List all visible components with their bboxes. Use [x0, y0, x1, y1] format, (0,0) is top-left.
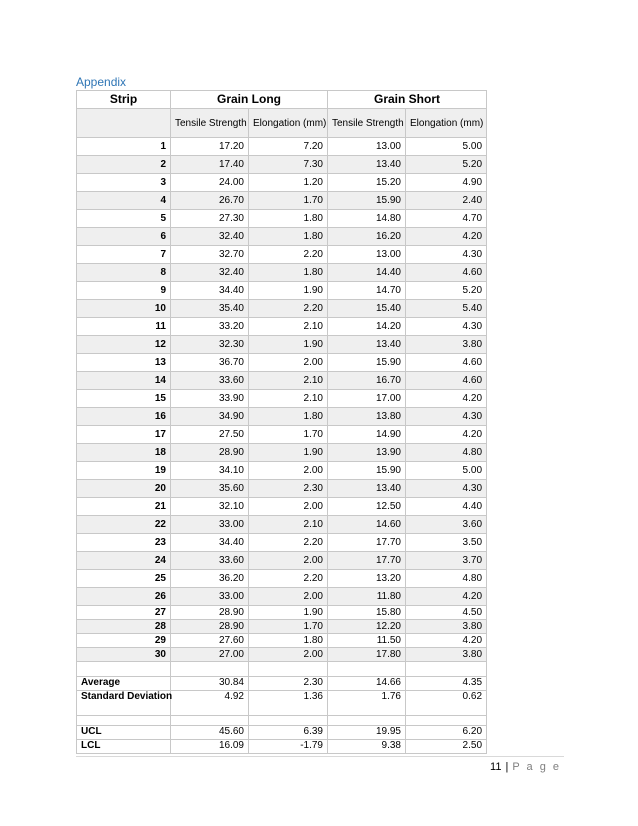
footer-separator: |: [505, 761, 509, 773]
value-cell: 13.40: [328, 336, 406, 354]
value-cell: 1.80: [249, 634, 328, 648]
spacer-row: [77, 662, 487, 677]
value-cell: 17.70: [328, 552, 406, 570]
value-cell: 13.40: [328, 480, 406, 498]
value-cell: 32.10: [171, 498, 249, 516]
value-cell: 3.80: [406, 336, 487, 354]
value-cell: 15.90: [328, 354, 406, 372]
stat-row: [77, 691, 487, 716]
value-cell: 26.70: [171, 192, 249, 210]
stat-value-cell: -1.79: [249, 740, 328, 754]
strip-number-cell: 26: [77, 588, 171, 606]
value-cell: 14.90: [328, 426, 406, 444]
value-cell: 1.80: [249, 228, 328, 246]
strip-number-cell: 4: [77, 192, 171, 210]
table-row: [77, 282, 487, 300]
value-cell: 24.00: [171, 174, 249, 192]
table-row: [77, 444, 487, 462]
strip-header: Strip: [77, 91, 171, 109]
value-cell: 5.40: [406, 300, 487, 318]
strip-subheader-empty: [77, 109, 171, 138]
value-cell: 4.70: [406, 210, 487, 228]
stat-row: [77, 726, 487, 740]
strip-number-cell: 2: [77, 156, 171, 174]
short-elongation-header: Elongation (mm): [406, 109, 487, 138]
value-cell: 2.00: [249, 648, 328, 662]
value-cell: 4.20: [406, 588, 487, 606]
empty-cell: [406, 662, 487, 677]
empty-cell: [77, 662, 171, 677]
stat-value-cell: 45.60: [171, 726, 249, 740]
value-cell: 2.20: [249, 570, 328, 588]
strip-number-cell: 27: [77, 606, 171, 620]
empty-cell: [249, 716, 328, 726]
table-row: [77, 606, 487, 620]
stat-value-cell: 4.92: [171, 691, 249, 716]
strip-number-cell: 6: [77, 228, 171, 246]
value-cell: 1.90: [249, 282, 328, 300]
stat-label: UCL: [77, 726, 171, 740]
value-cell: 1.90: [249, 606, 328, 620]
value-cell: 4.20: [406, 390, 487, 408]
strip-number-cell: 30: [77, 648, 171, 662]
table-subheader-row: [77, 109, 487, 138]
value-cell: 33.90: [171, 390, 249, 408]
table-row: [77, 228, 487, 246]
value-cell: 34.90: [171, 408, 249, 426]
stat-value-cell: 30.84: [171, 677, 249, 691]
grain-long-header: Grain Long: [171, 91, 328, 109]
value-cell: 17.40: [171, 156, 249, 174]
value-cell: 12.20: [328, 620, 406, 634]
value-cell: 1.80: [249, 210, 328, 228]
strip-number-cell: 8: [77, 264, 171, 282]
footer-divider: [76, 756, 564, 757]
value-cell: 17.00: [328, 390, 406, 408]
value-cell: 32.40: [171, 228, 249, 246]
value-cell: 34.40: [171, 534, 249, 552]
strip-number-cell: 11: [77, 318, 171, 336]
value-cell: 13.00: [328, 246, 406, 264]
value-cell: 35.40: [171, 300, 249, 318]
value-cell: 2.00: [249, 462, 328, 480]
table-row: [77, 498, 487, 516]
table-row: [77, 138, 487, 156]
short-tensile-header: Tensile Strength: [328, 109, 406, 138]
strip-number-cell: 15: [77, 390, 171, 408]
stat-row: [77, 740, 487, 754]
strip-number-cell: 10: [77, 300, 171, 318]
value-cell: 2.00: [249, 498, 328, 516]
strip-number-cell: 7: [77, 246, 171, 264]
strip-number-cell: 16: [77, 408, 171, 426]
table-row: [77, 300, 487, 318]
strip-number-cell: 3: [77, 174, 171, 192]
empty-cell: [328, 716, 406, 726]
stat-value-cell: 9.38: [328, 740, 406, 754]
stat-value-cell: 6.20: [406, 726, 487, 740]
table-row: [77, 390, 487, 408]
value-cell: 3.80: [406, 620, 487, 634]
strip-number-cell: 13: [77, 354, 171, 372]
stat-value-cell: 4.35: [406, 677, 487, 691]
strip-number-cell: 19: [77, 462, 171, 480]
table-header-row: [77, 91, 487, 109]
section-title: Appendix: [76, 75, 127, 89]
value-cell: 27.50: [171, 426, 249, 444]
value-cell: 14.60: [328, 516, 406, 534]
value-cell: 1.70: [249, 426, 328, 444]
stat-value-cell: 2.30: [249, 677, 328, 691]
stat-value-cell: 1.36: [249, 691, 328, 716]
stat-value-cell: 0.62: [406, 691, 487, 716]
value-cell: 5.00: [406, 462, 487, 480]
value-cell: 34.40: [171, 282, 249, 300]
spacer-row: [77, 716, 487, 726]
value-cell: 4.60: [406, 354, 487, 372]
value-cell: 13.40: [328, 156, 406, 174]
value-cell: 36.20: [171, 570, 249, 588]
value-cell: 2.40: [406, 192, 487, 210]
value-cell: 2.10: [249, 516, 328, 534]
table-row: [77, 192, 487, 210]
value-cell: 4.40: [406, 498, 487, 516]
value-cell: 15.90: [328, 192, 406, 210]
empty-cell: [171, 662, 249, 677]
value-cell: 4.60: [406, 372, 487, 390]
strip-number-cell: 21: [77, 498, 171, 516]
value-cell: 4.30: [406, 246, 487, 264]
value-cell: 16.20: [328, 228, 406, 246]
strip-number-cell: 9: [77, 282, 171, 300]
page-number: 11: [490, 761, 502, 773]
value-cell: 14.80: [328, 210, 406, 228]
value-cell: 3.80: [406, 648, 487, 662]
value-cell: 2.10: [249, 372, 328, 390]
strip-number-cell: 17: [77, 426, 171, 444]
table-row: [77, 570, 487, 588]
value-cell: 27.60: [171, 634, 249, 648]
value-cell: 36.70: [171, 354, 249, 372]
table-row: [77, 588, 487, 606]
value-cell: 17.70: [328, 534, 406, 552]
stat-label: LCL: [77, 740, 171, 754]
stat-value-cell: 19.95: [328, 726, 406, 740]
empty-cell: [171, 716, 249, 726]
table-row: [77, 516, 487, 534]
stat-label: Standard Deviation: [77, 691, 171, 716]
strip-number-cell: 24: [77, 552, 171, 570]
table-row: [77, 354, 487, 372]
value-cell: 1.20: [249, 174, 328, 192]
stat-label: Average: [77, 677, 171, 691]
value-cell: 4.30: [406, 480, 487, 498]
tensile-data-table: [76, 90, 487, 754]
table-row: [77, 534, 487, 552]
value-cell: 4.50: [406, 606, 487, 620]
value-cell: 3.60: [406, 516, 487, 534]
table-row: [77, 426, 487, 444]
strip-number-cell: 5: [77, 210, 171, 228]
value-cell: 2.10: [249, 318, 328, 336]
value-cell: 13.90: [328, 444, 406, 462]
value-cell: 1.70: [249, 620, 328, 634]
value-cell: 7.30: [249, 156, 328, 174]
table-row: [77, 552, 487, 570]
value-cell: 5.00: [406, 138, 487, 156]
value-cell: 4.90: [406, 174, 487, 192]
value-cell: 14.40: [328, 264, 406, 282]
value-cell: 4.30: [406, 318, 487, 336]
value-cell: 33.00: [171, 516, 249, 534]
value-cell: 13.20: [328, 570, 406, 588]
table-row: [77, 318, 487, 336]
strip-number-cell: 25: [77, 570, 171, 588]
strip-number-cell: 23: [77, 534, 171, 552]
value-cell: 32.70: [171, 246, 249, 264]
value-cell: 32.30: [171, 336, 249, 354]
value-cell: 2.20: [249, 300, 328, 318]
value-cell: 4.20: [406, 634, 487, 648]
stat-value-cell: 2.50: [406, 740, 487, 754]
stat-value-cell: 6.39: [249, 726, 328, 740]
table-row: [77, 336, 487, 354]
value-cell: 28.90: [171, 606, 249, 620]
table-row: [77, 174, 487, 192]
value-cell: 13.00: [328, 138, 406, 156]
value-cell: 1.80: [249, 264, 328, 282]
table-row: [77, 462, 487, 480]
empty-cell: [249, 662, 328, 677]
table-row: [77, 620, 487, 634]
strip-number-cell: 29: [77, 634, 171, 648]
value-cell: 32.40: [171, 264, 249, 282]
value-cell: 11.50: [328, 634, 406, 648]
value-cell: 14.20: [328, 318, 406, 336]
stat-value-cell: 14.66: [328, 677, 406, 691]
value-cell: 34.10: [171, 462, 249, 480]
table-row: [77, 210, 487, 228]
value-cell: 4.80: [406, 570, 487, 588]
value-cell: 1.70: [249, 192, 328, 210]
value-cell: 2.00: [249, 552, 328, 570]
value-cell: 15.20: [328, 174, 406, 192]
value-cell: 11.80: [328, 588, 406, 606]
long-tensile-header: Tensile Strength: [171, 109, 249, 138]
strip-number-cell: 1: [77, 138, 171, 156]
strip-number-cell: 28: [77, 620, 171, 634]
value-cell: 4.20: [406, 228, 487, 246]
empty-cell: [406, 716, 487, 726]
value-cell: 14.70: [328, 282, 406, 300]
table-row: [77, 408, 487, 426]
value-cell: 28.90: [171, 620, 249, 634]
stat-row: [77, 677, 487, 691]
page-footer: [490, 761, 561, 773]
strip-number-cell: 14: [77, 372, 171, 390]
value-cell: 15.80: [328, 606, 406, 620]
value-cell: 33.00: [171, 588, 249, 606]
value-cell: 16.70: [328, 372, 406, 390]
value-cell: 2.00: [249, 588, 328, 606]
table-row: [77, 246, 487, 264]
value-cell: 27.00: [171, 648, 249, 662]
value-cell: 7.20: [249, 138, 328, 156]
value-cell: 12.50: [328, 498, 406, 516]
value-cell: 33.60: [171, 372, 249, 390]
value-cell: 4.30: [406, 408, 487, 426]
value-cell: 4.20: [406, 426, 487, 444]
value-cell: 3.50: [406, 534, 487, 552]
table-row: [77, 480, 487, 498]
strip-number-cell: 20: [77, 480, 171, 498]
grain-short-header: Grain Short: [328, 91, 487, 109]
value-cell: 5.20: [406, 282, 487, 300]
empty-cell: [77, 716, 171, 726]
table-row: [77, 264, 487, 282]
strip-number-cell: 22: [77, 516, 171, 534]
value-cell: 2.00: [249, 354, 328, 372]
value-cell: 5.20: [406, 156, 487, 174]
value-cell: 17.80: [328, 648, 406, 662]
table-row: [77, 372, 487, 390]
value-cell: 33.20: [171, 318, 249, 336]
value-cell: 4.60: [406, 264, 487, 282]
strip-number-cell: 18: [77, 444, 171, 462]
value-cell: 1.90: [249, 336, 328, 354]
value-cell: 1.90: [249, 444, 328, 462]
table-row: [77, 634, 487, 648]
value-cell: 17.20: [171, 138, 249, 156]
value-cell: 35.60: [171, 480, 249, 498]
stat-value-cell: 1.76: [328, 691, 406, 716]
value-cell: 15.90: [328, 462, 406, 480]
long-elongation-header: Elongation (mm): [249, 109, 328, 138]
value-cell: 27.30: [171, 210, 249, 228]
value-cell: 3.70: [406, 552, 487, 570]
value-cell: 33.60: [171, 552, 249, 570]
value-cell: 2.10: [249, 390, 328, 408]
table-row: [77, 648, 487, 662]
strip-number-cell: 12: [77, 336, 171, 354]
value-cell: 1.80: [249, 408, 328, 426]
value-cell: 2.20: [249, 534, 328, 552]
value-cell: 4.80: [406, 444, 487, 462]
empty-cell: [328, 662, 406, 677]
value-cell: 2.30: [249, 480, 328, 498]
stat-value-cell: 16.09: [171, 740, 249, 754]
value-cell: 2.20: [249, 246, 328, 264]
value-cell: 15.40: [328, 300, 406, 318]
value-cell: 28.90: [171, 444, 249, 462]
value-cell: 13.80: [328, 408, 406, 426]
page-word: P a g e: [512, 761, 561, 773]
table-row: [77, 156, 487, 174]
